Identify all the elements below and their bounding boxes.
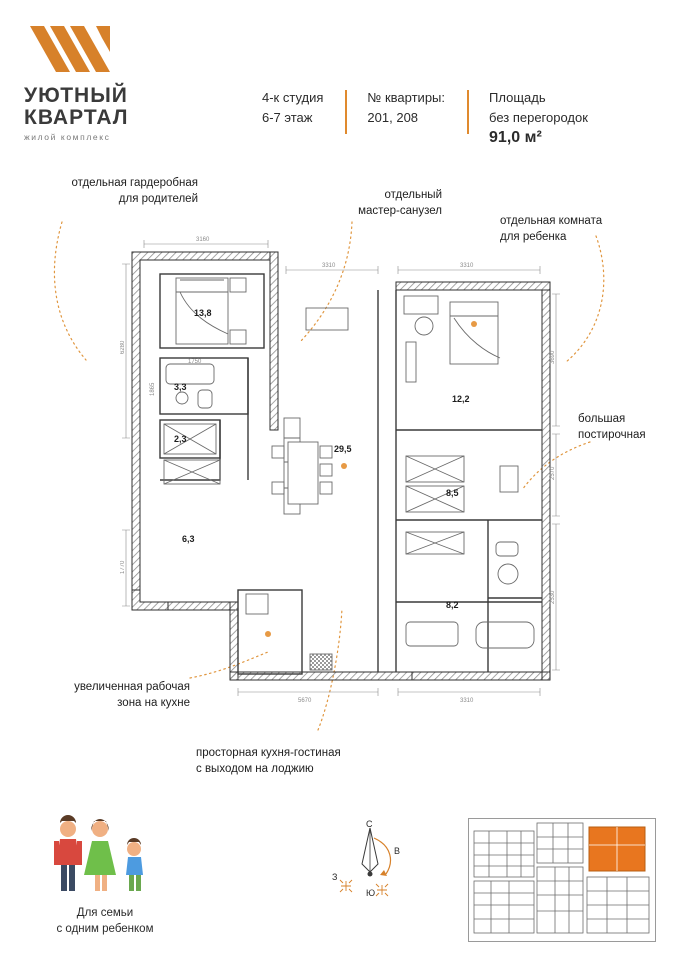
room-area-master-bath: 3,3 <box>174 382 187 392</box>
room-area-bedroom-kid: 12,2 <box>452 394 470 404</box>
apartment-number-value: 201, 208 <box>367 109 419 125</box>
callout-laundry <box>578 412 678 443</box>
apartment-number-label: № квартиры: <box>367 90 446 105</box>
compass-north: С <box>366 820 373 829</box>
callout-kitchen-work-line2: зона на кухне <box>117 696 190 709</box>
callout-living <box>196 746 426 777</box>
dim-right-mid: 2570 <box>550 466 556 480</box>
dim-top-right: 3310 <box>460 263 474 269</box>
apartment-type-line2: 6-7 этаж <box>262 109 313 125</box>
brand-tagline: жилой комплекс <box>24 132 111 143</box>
apartment-area <box>467 88 610 147</box>
area-label-line1: Площадь <box>489 90 546 105</box>
callout-laundry-line1: большая <box>578 413 626 425</box>
room-area-hall: 6,3 <box>182 534 195 544</box>
family-icon <box>30 815 180 895</box>
dim-bed-inner: 1750 <box>188 359 202 365</box>
compass-west: З <box>332 872 338 882</box>
brand-name-line1: УЮТНЫЙ <box>24 84 128 107</box>
callout-master-bath-line1: отдельный <box>384 189 442 201</box>
callout-master-bath-line2: мастер-санузел <box>358 204 442 217</box>
callout-master-bath <box>260 188 442 219</box>
building-keyplan <box>468 818 656 942</box>
header-info <box>262 88 610 147</box>
family-illustration-block <box>30 815 180 937</box>
compass-rose <box>330 820 410 900</box>
callout-living-line1: просторная кухня-гостиная <box>196 747 341 759</box>
compass-east: В <box>394 846 401 856</box>
callout-kid-room-line2: для ребенка <box>500 230 567 243</box>
chevrons-logo-icon <box>24 24 124 76</box>
dim-top-mid: 3310 <box>322 263 336 269</box>
room-area-kitchen-living: 29,5 <box>334 444 352 454</box>
area-value: 91,0 м² <box>489 129 542 146</box>
apartment-type-line1: 4-к студия <box>262 90 324 105</box>
dim-right-upper: 3690 <box>550 350 556 364</box>
dim-top-left: 3160 <box>196 237 210 243</box>
room-area-bathroom: 8,2 <box>446 600 459 610</box>
brand-logo <box>24 24 184 142</box>
keyplan-highlight-unit <box>589 827 645 871</box>
dim-bottom-right: 3310 <box>460 698 474 704</box>
family-caption-line2: с одним ребенком <box>56 922 154 935</box>
callout-living-line2: с выходом на лоджию <box>196 762 314 775</box>
area-label-line2: без перегородок <box>489 109 588 125</box>
callout-wardrobe-line2: для родителей <box>118 192 198 205</box>
family-caption-line1: Для семьи <box>76 907 134 919</box>
callout-kitchen-work-line1: увеличенная рабочая <box>74 681 190 693</box>
callout-kid-room-line1: отдельная комната <box>500 215 603 227</box>
dim-left-lower: 1770 <box>120 560 126 574</box>
dim-right-lower: 2530 <box>550 590 556 604</box>
dim-left-upper: 6280 <box>120 340 126 354</box>
dim-bottom-left: 5670 <box>298 698 312 704</box>
room-area-wardrobe: 2,3 <box>174 434 187 444</box>
room-area-room-small: 8,5 <box>446 488 459 498</box>
dim-bath-inner: 1865 <box>150 382 156 396</box>
compass-south: Ю <box>366 888 376 898</box>
apartment-type <box>262 88 345 127</box>
callout-wardrobe <box>10 176 198 207</box>
room-area-bedroom-parents: 13,8 <box>194 308 212 318</box>
brand-name-line2: КВАРТАЛ <box>24 106 129 130</box>
floorplan-drawing <box>120 230 560 730</box>
apartment-number <box>345 88 467 127</box>
callout-wardrobe-line1: отдельная гардеробная <box>71 177 198 189</box>
callout-laundry-line2: постирочная <box>578 428 646 441</box>
